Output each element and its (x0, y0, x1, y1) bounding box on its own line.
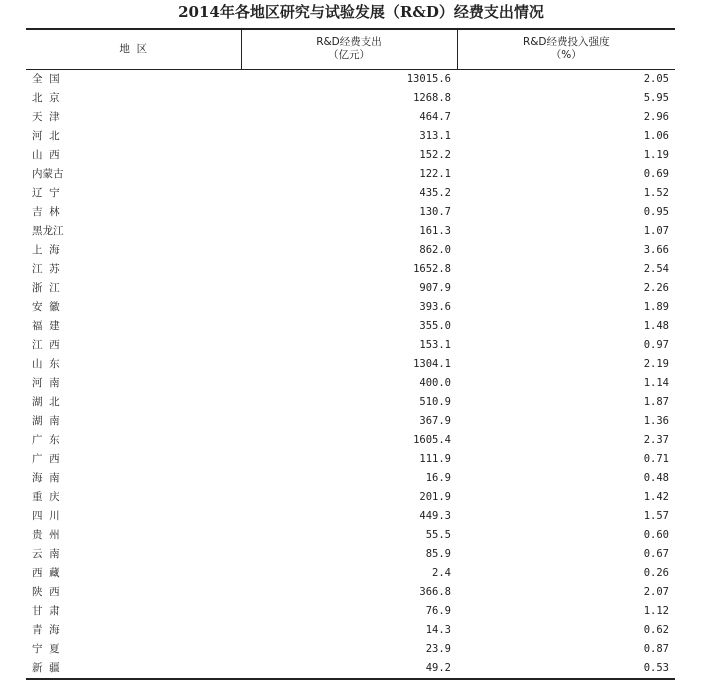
intensity-cell: 1.87 (643, 395, 669, 408)
table-row (26, 507, 675, 526)
region-cell: 上 海 (32, 243, 60, 256)
expenditure-cell: 130.7 (419, 205, 451, 218)
table-row (26, 89, 675, 108)
intensity-cell: 0.67 (643, 547, 669, 560)
region-cell: 安 徽 (32, 300, 60, 313)
expenditure-cell: 435.2 (419, 186, 451, 199)
expenditure-cell: 393.6 (419, 300, 451, 313)
expenditure-cell: 23.9 (425, 642, 451, 655)
table-row (26, 564, 675, 583)
intensity-cell: 1.52 (643, 186, 669, 199)
intensity-cell: 1.42 (643, 490, 669, 503)
header-intensity-label: R&D经费投入强度 (522, 36, 610, 49)
region-cell: 新 疆 (26, 659, 241, 679)
table-row (26, 621, 675, 640)
intensity-cell: 0.48 (643, 471, 669, 484)
expenditure-cell: 1605.4 (413, 433, 451, 446)
intensity-cell: 0.87 (643, 642, 669, 655)
table-row (26, 659, 675, 679)
expenditure-cell: 400.0 (419, 376, 451, 389)
intensity-cell: 0.97 (643, 338, 669, 351)
expenditure-cell: 1304.1 (413, 357, 451, 370)
table-row (26, 184, 675, 203)
intensity-cell: 2.54 (643, 262, 669, 275)
region-cell: 湖 南 (32, 414, 60, 427)
header-intensity-unit: （%） (550, 49, 582, 62)
expenditure-cell: 313.1 (419, 129, 451, 142)
intensity-cell: 3.66 (643, 243, 669, 256)
expenditure-cell: 464.7 (419, 110, 451, 123)
intensity-cell: 0.95 (643, 205, 669, 218)
table-row (26, 241, 675, 260)
table-row (26, 583, 675, 602)
expenditure-cell: 16.9 (425, 471, 451, 484)
table-row (26, 69, 675, 89)
expenditure-cell: 907.9 (419, 281, 451, 294)
header-expenditure (241, 29, 457, 69)
intensity-cell: 0.69 (643, 167, 669, 180)
region-cell: 宁 夏 (32, 642, 60, 655)
table-row (26, 526, 675, 545)
expenditure-cell: 2.4 (432, 566, 451, 579)
region-cell: 重 庆 (32, 490, 60, 503)
table-body (26, 69, 675, 679)
table-row (26, 108, 675, 127)
header-intensity (457, 29, 675, 69)
table-row (26, 165, 675, 184)
intensity-cell: 1.12 (643, 604, 669, 617)
region-cell: 湖 北 (32, 395, 60, 408)
intensity-cell: 2.05 (643, 72, 669, 85)
intensity-cell: 1.48 (643, 319, 669, 332)
region-cell: 河 南 (32, 376, 60, 389)
region-cell: 北 京 (32, 91, 60, 104)
region-cell: 广 西 (32, 452, 60, 465)
table-row (26, 469, 675, 488)
expenditure-cell: 153.1 (419, 338, 451, 351)
table-row (26, 222, 675, 241)
intensity-cell: 2.96 (643, 110, 669, 123)
expenditure-cell: 366.8 (419, 585, 451, 598)
header-region-label: 地 区 (119, 42, 148, 55)
expenditure-cell: 355.0 (419, 319, 451, 332)
intensity-cell: 1.57 (643, 509, 669, 522)
page-title: 2014年各地区研究与试验发展（R&D）经费支出情况 (178, 3, 544, 21)
intensity-cell: 0.62 (643, 623, 669, 636)
table-row (26, 203, 675, 222)
table-header-row (26, 29, 675, 69)
expenditure-cell: 85.9 (425, 547, 451, 560)
table-row (26, 336, 675, 355)
header-region (26, 29, 241, 69)
expenditure-cell: 367.9 (419, 414, 451, 427)
region-cell: 海 南 (32, 471, 60, 484)
table-row (26, 488, 675, 507)
expenditure-cell: 152.2 (419, 148, 451, 161)
table-row (26, 260, 675, 279)
intensity-cell: 0.71 (643, 452, 669, 465)
intensity-cell: 2.07 (643, 585, 669, 598)
region-cell: 甘 肃 (32, 604, 60, 617)
region-cell: 贵 州 (32, 528, 60, 541)
expenditure-cell: 49.2 (241, 659, 457, 679)
region-cell: 河 北 (32, 129, 60, 142)
table-row (26, 279, 675, 298)
table-row (26, 374, 675, 393)
table-row (26, 146, 675, 165)
table-row (26, 412, 675, 431)
region-cell: 四 川 (32, 509, 60, 522)
region-cell: 黑龙江 (32, 224, 64, 237)
region-cell: 内蒙古 (32, 167, 64, 180)
table-row (26, 298, 675, 317)
region-cell: 青 海 (32, 623, 60, 636)
region-cell: 山 东 (32, 357, 60, 370)
rd-expenditure-table (26, 28, 675, 680)
table-row (26, 545, 675, 564)
region-cell: 江 西 (32, 338, 60, 351)
region-cell: 广 东 (32, 433, 60, 446)
table-row (26, 393, 675, 412)
intensity-cell: 2.26 (643, 281, 669, 294)
region-cell: 福 建 (32, 319, 60, 332)
expenditure-cell: 862.0 (419, 243, 451, 256)
table-row (26, 640, 675, 659)
intensity-cell: 1.19 (643, 148, 669, 161)
intensity-cell: 0.60 (643, 528, 669, 541)
expenditure-cell: 510.9 (419, 395, 451, 408)
intensity-cell: 1.14 (643, 376, 669, 389)
expenditure-cell: 161.3 (419, 224, 451, 237)
intensity-cell: 0.53 (457, 659, 675, 679)
table-row (26, 602, 675, 621)
expenditure-cell: 14.3 (425, 623, 451, 636)
region-cell: 山 西 (32, 148, 60, 161)
region-cell: 浙 江 (32, 281, 60, 294)
header-expenditure-unit: （亿元） (328, 49, 370, 62)
intensity-cell: 1.89 (643, 300, 669, 313)
intensity-cell: 0.26 (643, 566, 669, 579)
intensity-cell: 1.36 (643, 414, 669, 427)
region-cell: 西 藏 (32, 566, 60, 579)
expenditure-cell: 1268.8 (413, 91, 451, 104)
region-cell: 天 津 (32, 110, 60, 123)
table-row (26, 127, 675, 146)
region-cell: 云 南 (32, 547, 60, 560)
expenditure-cell: 13015.6 (406, 72, 451, 85)
table-row (26, 450, 675, 469)
region-cell: 江 苏 (32, 262, 60, 275)
expenditure-cell: 111.9 (419, 452, 451, 465)
expenditure-cell: 76.9 (425, 604, 451, 617)
intensity-cell: 1.06 (643, 129, 669, 142)
expenditure-cell: 55.5 (425, 528, 451, 541)
intensity-cell: 2.37 (643, 433, 669, 446)
region-cell: 吉 林 (32, 205, 60, 218)
expenditure-cell: 201.9 (419, 490, 451, 503)
region-cell: 陕 西 (32, 585, 60, 598)
expenditure-cell: 449.3 (419, 509, 451, 522)
expenditure-cell: 122.1 (419, 167, 451, 180)
table-row (26, 317, 675, 336)
intensity-cell: 2.19 (643, 357, 669, 370)
region-cell: 全 国 (32, 72, 60, 85)
table-row (26, 355, 675, 374)
region-cell: 辽 宁 (32, 186, 60, 199)
intensity-cell: 1.07 (643, 224, 669, 237)
expenditure-cell: 1652.8 (413, 262, 451, 275)
intensity-cell: 5.95 (643, 91, 669, 104)
header-expenditure-label: R&D经费支出 (316, 36, 382, 49)
table-row (26, 431, 675, 450)
